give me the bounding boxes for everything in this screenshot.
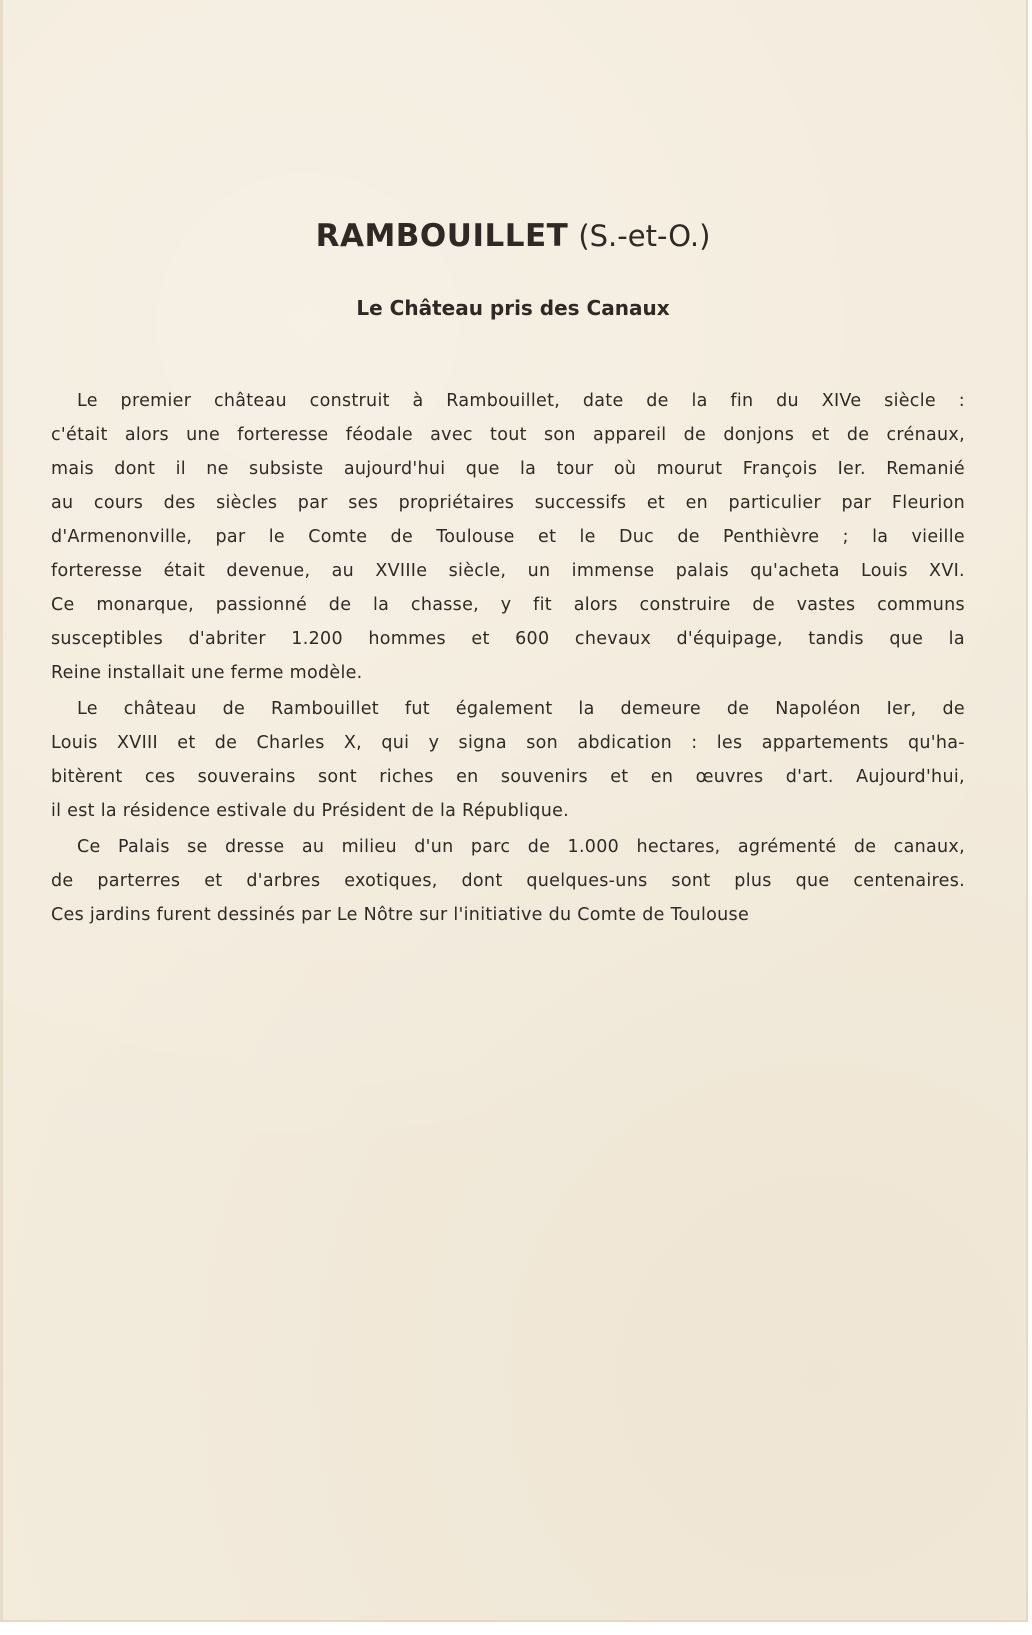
- text-line: Ce Palais se dresse au milieu d'un parc de 1.000 hectares, agrémenté de canaux,: [77, 837, 965, 857]
- title-department: (S.-et-O.): [578, 219, 711, 253]
- text-line: Le premier château construit à Rambouillet, date de la fin du XIVe siècle :: [77, 391, 965, 411]
- text-line: de parterres et d'arbres exotiques, dont quelques-uns sont plus que centenaires.: [51, 871, 965, 891]
- paragraph: [51, 830, 965, 932]
- document-title: [0, 218, 1026, 254]
- text-line: forteresse était devenue, au XVIIIe siècle, un immense palais qu'acheta Louis XVI.: [51, 561, 965, 581]
- title-place: RAMBOUILLET: [315, 218, 569, 254]
- text-line: bitèrent ces souverains sont riches en souvenirs et en œuvres d'art. Aujourd'hui,: [51, 767, 965, 787]
- text-line: Ces jardins furent dessinés par Le Nôtre sur l'initiative du Comte de Toulouse: [51, 905, 750, 925]
- text-line: Ce monarque, passionné de la chasse, y fit alors construire de vastes communs: [51, 595, 965, 615]
- text-line: Reine installait une ferme modèle.: [51, 663, 363, 683]
- paragraph: [51, 692, 965, 828]
- paragraph: [51, 384, 965, 690]
- text-line: susceptibles d'abriter 1.200 hommes et 600 chevaux d'équipage, tandis que la: [51, 629, 965, 649]
- text-line: c'était alors une forteresse féodale avec tout son appareil de donjons et de crénaux,: [51, 425, 965, 445]
- text-line: il est la résidence estivale du Président de la République.: [51, 801, 570, 821]
- text-line: au cours des siècles par ses propriétaires successifs et en particulier par Fleurion: [51, 493, 965, 513]
- text-line: Le château de Rambouillet fut également la demeure de Napoléon Ier, de: [77, 699, 965, 719]
- text-line: d'Armenonville, par le Comte de Toulouse et le Duc de Penthièvre ; la vieille: [51, 527, 965, 547]
- text-line: mais dont il ne subsiste aujourd'hui que la tour où mourut François Ier. Remanié: [51, 459, 965, 479]
- body-text: [51, 384, 965, 932]
- document-subtitle: Le Château pris des Canaux: [356, 296, 670, 320]
- text-line: Louis XVIII et de Charles X, qui y signa son abdication : les appartements qu'ha-: [51, 733, 965, 753]
